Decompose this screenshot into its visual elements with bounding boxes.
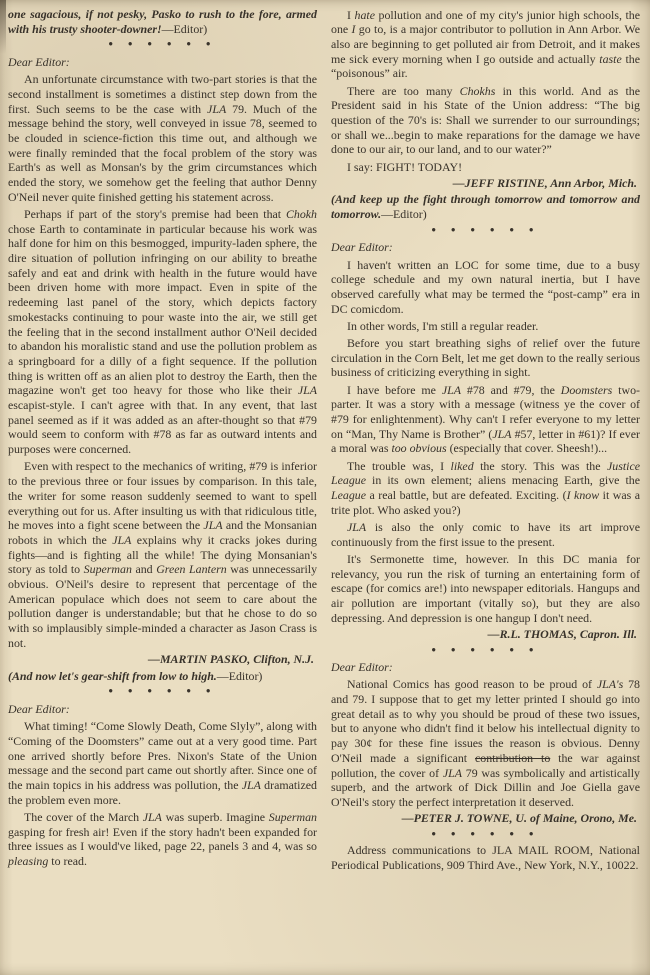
text-segment: hate — [354, 7, 375, 22]
text-segment: Superman — [83, 562, 132, 577]
text-segment: #57, letter in #61)? If ever a moral was — [331, 426, 640, 456]
text-segment: and the Monsanian robots in which the — [8, 518, 318, 547]
text-segment: the war against pollution, the cover of — [331, 750, 640, 780]
letter-paragraph — [331, 520, 640, 549]
text-segment: pleasing — [8, 853, 49, 868]
letter-paragraph — [8, 207, 317, 457]
asterisk-separator: • • • • • • — [431, 642, 540, 657]
text-segment: I — [351, 22, 356, 37]
text-segment: 79. Much of the message behind the story, well conveyed in issue 78, seemed to be clouded in science-fiction this time out, and although we were finally reminded that the focal problem of the story was Earth's as well as Monsan's by the grim circumstances which ended the story, we somehow get the feeling that author Denny O'Neil never quite finished getting his statement across. — [8, 101, 317, 204]
mail-room-address — [331, 843, 640, 872]
text-segment: JLA — [492, 426, 512, 441]
letter-paragraph — [331, 258, 640, 317]
asterisk-separator: • • • • • • — [431, 222, 540, 237]
text-segment: is also the only comic to have its art improve continuously from the first issue to the present. — [331, 520, 640, 549]
text-segment: (And now let's gear-shift from low to high. — [8, 668, 217, 683]
text-segment: —JEFF RISTINE, Ann Arbor, Mich. — [452, 175, 637, 190]
text-segment: —Editor) — [161, 21, 208, 36]
letter-paragraph — [8, 459, 317, 650]
left-column — [8, 5, 317, 873]
letter-paragraph — [331, 160, 640, 175]
right-column — [331, 5, 640, 873]
text-segment: —R.L. THOMAS, Capron. Ill. — [487, 626, 637, 641]
letter-signature — [8, 652, 317, 667]
text-segment: —MARTIN PASKO, Clifton, N.J. — [148, 652, 314, 667]
text-segment: National Comics has good reason to be proud of — [347, 677, 597, 692]
letter-paragraph — [8, 810, 317, 869]
letter-paragraph — [8, 72, 317, 204]
letter-paragraph — [331, 383, 640, 457]
editor-note — [8, 7, 317, 36]
text-segment: I have before me — [347, 382, 442, 397]
text-segment: Superman — [268, 809, 317, 824]
asterisk-separator: • • • • • • — [431, 826, 540, 841]
text-segment: In other words, I'm still a regular reader. — [347, 318, 539, 333]
text-segment: (especially that cover. Sheesh!)... — [446, 441, 608, 456]
letter-salutation: Dear Editor: — [331, 240, 393, 255]
text-segment: Chokhs — [459, 83, 496, 98]
text-segment: explains why it cracks jokes during fights—and is fighting all the while! The dying Monsanian's story as told to — [8, 532, 317, 577]
text-segment: I know — [566, 488, 600, 503]
text-segment: Address communications to JLA MAIL ROOM, National Periodical Publications, 909 Third Ave., New York, N.Y., 10022. — [331, 843, 640, 873]
text-segment: It's Sermonette time, however. In this DC mania for relevancy, you run the risk of turning an entertaining form of escape (for comics are!) into newspaper editorials. Hangups and air pollution are important (vitally so), but they are also depressing. And depression is one hangup I don't need. — [331, 551, 640, 625]
text-segment: too obvious — [391, 441, 447, 456]
text-segment: JLA — [142, 809, 162, 824]
letter-paragraph — [331, 677, 640, 809]
letter-salutation: Dear Editor: — [8, 701, 70, 716]
text-segment: —Editor) — [216, 668, 263, 683]
letter-paragraph — [331, 319, 640, 334]
text-segment: the “poisonous” air. — [331, 51, 640, 81]
text-segment: I — [347, 7, 355, 22]
asterisk-separator: • • • • • • — [108, 684, 217, 699]
asterisk-separator: • • • • • • — [108, 37, 217, 52]
text-segment: There are too many — [347, 83, 460, 98]
text-segment: dramatized the problem even more. — [8, 777, 317, 807]
text-segment: it was a trite plot. Who asked you?) — [331, 488, 641, 517]
letter-paragraph — [331, 84, 640, 158]
text-segment: JLA — [203, 518, 223, 533]
text-segment: in its own element; aliens menacing Earth, give the — [366, 473, 640, 488]
editor-note — [8, 669, 317, 684]
text-segment: JLA — [241, 777, 261, 792]
text-segment: pollution and one of my city's junior high schools, the one — [331, 7, 640, 37]
text-segment: taste — [599, 51, 622, 66]
text-segment: to read. — [48, 853, 87, 868]
text-segment: An unfortunate circumstance with two-part stories is that the second installment is sometimes a distinct step down from the first. Such seems to be the case with — [8, 72, 317, 116]
editor-note — [331, 192, 640, 221]
text-segment: Even with respect to the mechanics of writing, #79 is inferior to the previous three or four issues by comparison. In this tale, the writer for some reason suddenly seemed to want to spell everything out for us. After insulting us with that ridiculous title, he moves into a fight scene between the — [8, 459, 317, 533]
text-segment: League — [331, 488, 367, 503]
text-segment: was unnecessarily obvious. O'Neil's desire to represent that percentage of the American populace which does not seem to care about the pollution danger is understandable; but that he chose to do so with so implausibly simple-minded a character as Jason Crass is not. — [8, 562, 318, 650]
text-segment: was superb. Imagine — [161, 809, 269, 824]
text-segment: —Editor) — [381, 207, 427, 222]
text-segment: JLA — [442, 765, 462, 780]
letter-paragraph — [8, 719, 317, 807]
text-segment: JLA's — [596, 677, 624, 692]
text-segment: 78 and 79. I suppose that to get my letter printed I should go into great detail as to why you should be proud of these two issues, but to anyone who didn't find it below his intellectual dignity to pay 30¢ for these fine issues the reason is obvious. Denny O'Neil made a significant — [331, 677, 640, 765]
text-segment: The trouble was, I — [347, 458, 451, 473]
text-segment: two-parter. It was a story with a message (witness ye the cover of #79 for enlightenment). Why can't I refer everyone to my letter on “Man, Thy Name is Brother” ( — [331, 382, 640, 441]
text-segment: in this world. And as the President said in his State of the Union address: “The big question of the 70's is: Shall we surrender to our surroundings; or shall we...begin to make reparations for the damage we have done to our air, to our land, and to our water?” — [331, 83, 640, 157]
text-segment: liked — [450, 458, 474, 473]
letter-paragraph — [331, 459, 640, 518]
letter-paragraph — [331, 8, 640, 82]
text-segment: and — [131, 562, 157, 577]
text-segment: chose Earth to contaminate in particular because his work was half done for him on this besmogged, impurity-laden sphere, the dire situation of pollution infringing on our ability to breathe safely and eat and drink with health in the future would have been driven home with more impact. Even in spite of the redeeming last panel of the story, which depicts factory smokestacks continuing to pour waste into the air, we still get the feeling that in the second installment author O'Neil decided to abandon his moralistic stand and use the pollution problem as a springboard for a dilly of a fight sequence. If the pollution thing is written off as an alien plot to destroy the Earth, then the magazine won't get too heavy for those who like their — [8, 221, 317, 398]
letter-signature — [331, 811, 640, 826]
text-segment: Before you start breathing sighs of relief over the future circulation in the Corn Belt, let me get down to the really serious business of criticizing everything in sight. — [331, 336, 640, 380]
text-segment: (And keep up the fight through tomorrow and tomorrow and tomorrow. — [331, 192, 640, 222]
text-segment: contribution to — [475, 750, 551, 765]
text-segment: the story. This was the — [473, 458, 607, 473]
text-segment: gasping for fresh air! Even if the story hadn't been expanded for three issues as I would've liked, page 22, panels 3 and 4, was so — [8, 824, 317, 854]
letter-paragraph — [331, 336, 640, 380]
text-segment: What timing! “Come Slowly Death, Come Slyly”, along with “Coming of the Doomsters” came out at a very good time. Part one arrived shortly before Pres. Nixon's State of the Union message and the second part came out shortly after. Since one of the main topics in his address was pollution, the — [8, 719, 317, 792]
text-segment: escapist-style. I can't agree with that. In any event, that last panel seemed as if it was added as an after-thought so that #79 would seem to conform with #78 as far as outward intents and purposes were concerned. — [8, 398, 317, 457]
text-segment: a real battle, but are defeated. Exciting. ( — [366, 488, 567, 503]
text-segment: 79 was symbolically and artistically superb, and the artwork of Dick Dillin and Joe Giella gave O'Neil's story the perfect interpretation it deserved. — [331, 765, 640, 809]
text-segment: I say: FIGHT! TODAY! — [347, 159, 463, 174]
text-segment: JLA — [112, 532, 132, 547]
text-segment: JLA — [347, 520, 367, 534]
text-segment: Perhaps if part of the story's premise had been that — [24, 206, 286, 221]
letter-salutation: Dear Editor: — [331, 660, 393, 675]
letter-salutation: Dear Editor: — [8, 54, 70, 69]
text-segment: Chokh — [285, 206, 317, 221]
text-segment: #78 and #79, the — [461, 382, 561, 397]
letter-signature — [331, 627, 640, 642]
text-segment: Green Lantern — [156, 562, 227, 577]
text-segment: JLA — [441, 382, 461, 397]
text-segment: Justice League — [331, 458, 640, 488]
text-segment: I haven't written an LOC for some time, due to a busy college schedule and my own natural inertia, but I have observed carefully what may be termed the “post-camp” era in DC comicdom. — [331, 257, 640, 316]
text-segment: JLA — [207, 101, 227, 116]
letter-signature — [331, 176, 640, 191]
letter-paragraph — [331, 552, 640, 626]
text-segment: The cover of the March — [24, 809, 143, 824]
text-segment: go to, is a major contributor to pollution in Ann Arbor. We also are beginning to get polluted air from Detroit, and it makes me sick every morning when I go outside and actually — [331, 22, 640, 66]
text-segment: JLA — [297, 383, 317, 398]
text-segment: one sagacious, if not pesky, Pasko to rush to the fore, armed with his trusty shooter-downer! — [8, 7, 317, 36]
text-segment: —PETER J. TOWNE, U. of Maine, Orono, Me. — [401, 811, 637, 826]
text-segment: Doomsters — [560, 382, 613, 397]
